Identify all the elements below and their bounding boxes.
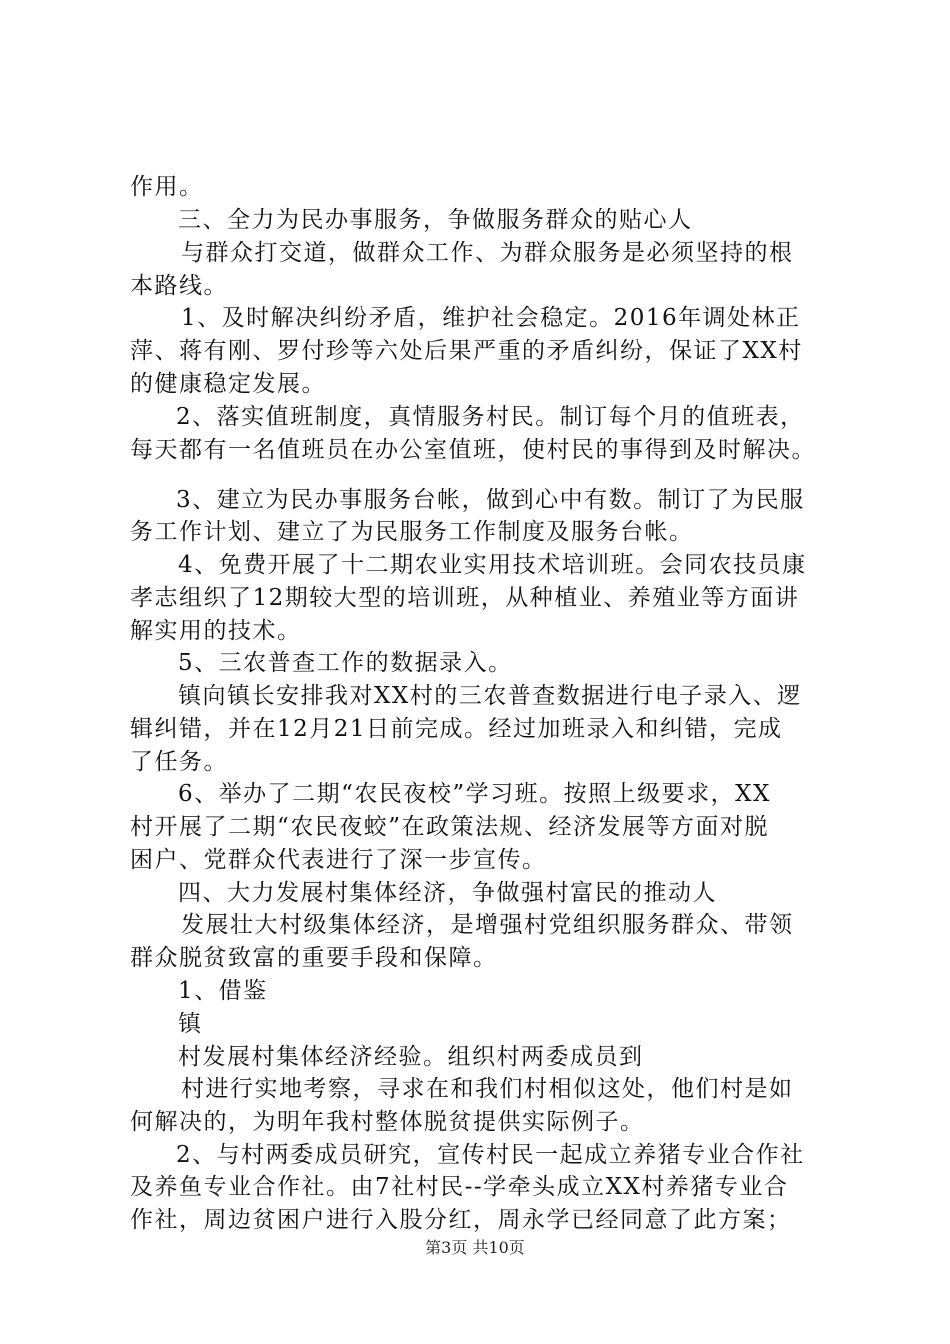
page-number-footer: 第3页 共10页 bbox=[425, 1238, 525, 1257]
section-heading: 三、全力为民办事服务，争做服务群众的贴心人 bbox=[178, 207, 693, 233]
text-line: 1、借鉴 bbox=[178, 978, 268, 1004]
text-line: 2、与村两委成员研究，宣传村民一起成立养猪专业合作社 bbox=[176, 1142, 805, 1168]
text-line: 辑纠错，并在12月21日前完成。经过加班录入和纠错，完成 bbox=[130, 716, 783, 742]
text-line: 2、落实值班制度，真情服务村民。制订每个月的值班表， bbox=[176, 404, 805, 430]
text-line: 发展壮大村级集体经济，是增强村党组织服务群众、带领 bbox=[181, 912, 794, 938]
text-line: 孝志组织了12期较大型的培训班，从种植业、养殖业等方面讲 bbox=[130, 585, 800, 611]
text-line: 何解决的，为明年我村整体脱贫提供实际例子。 bbox=[130, 1109, 645, 1135]
text-line: 镇向镇长安排我对XX村的三农普查数据进行电子录入、逻 bbox=[178, 683, 802, 709]
text-line: 4、免费开展了十二期农业实用技术培训班。会同农技员康 bbox=[178, 552, 807, 578]
text-line: 村开展了二期“农民夜蛟”在政策法规、经济发展等方面对脱 bbox=[130, 814, 770, 840]
text-line: 困户、党群众代表进行了深一步宣传。 bbox=[130, 847, 547, 873]
text-line: 村发展村集体经济经验。组织村两委成员到 bbox=[178, 1044, 644, 1070]
text-line: 镇 bbox=[178, 1011, 203, 1037]
text-line: 作社，周边贫困户进行入股分红，周永学已经同意了此方案； bbox=[130, 1207, 792, 1233]
text-line: 6、举办了二期“农民夜校”学习班。按照上级要求，XX bbox=[178, 781, 771, 807]
text-line: 本路线。 bbox=[130, 273, 228, 299]
text-line: 及养鱼专业合作社。由7社村民--学牵头成立XX村养猪专业合 bbox=[130, 1174, 789, 1200]
text-line: 的健康稳定发展。 bbox=[130, 371, 326, 397]
text-line: 1、及时解决纠纷矛盾，维护社会稳定。2016年调处林正 bbox=[181, 305, 801, 331]
text-line: 群众脱贫致富的重要手段和保障。 bbox=[130, 945, 498, 971]
text-line: 村进行实地考察，寻求在和我们村相似这处，他们村是如 bbox=[181, 1076, 794, 1102]
section-heading: 四、大力发展村集体经济，争做强村富民的推动人 bbox=[178, 880, 717, 906]
text-line: 了任务。 bbox=[130, 749, 228, 775]
text-line: 解实用的技术。 bbox=[130, 618, 302, 644]
text-line: 每天都有一名值班员在办公室值班，使村民的事得到及时解决。 bbox=[130, 437, 816, 463]
text-line: 务工作计划、建立了为民服务工作制度及服务台帐。 bbox=[130, 519, 694, 545]
text-line: 3、建立为民办事服务台帐，做到心中有数。制订了为民服 bbox=[176, 487, 805, 513]
text-line: 萍、蒋有刚、罗付珍等六处后果严重的矛盾纠纷，保证了XX村 bbox=[130, 338, 803, 364]
text-line: 作用。 bbox=[130, 174, 204, 200]
text-line: 与群众打交道，做群众工作、为群众服务是必须坚持的根 bbox=[181, 240, 794, 266]
text-line: 5、三农普查工作的数据录入。 bbox=[178, 650, 513, 676]
